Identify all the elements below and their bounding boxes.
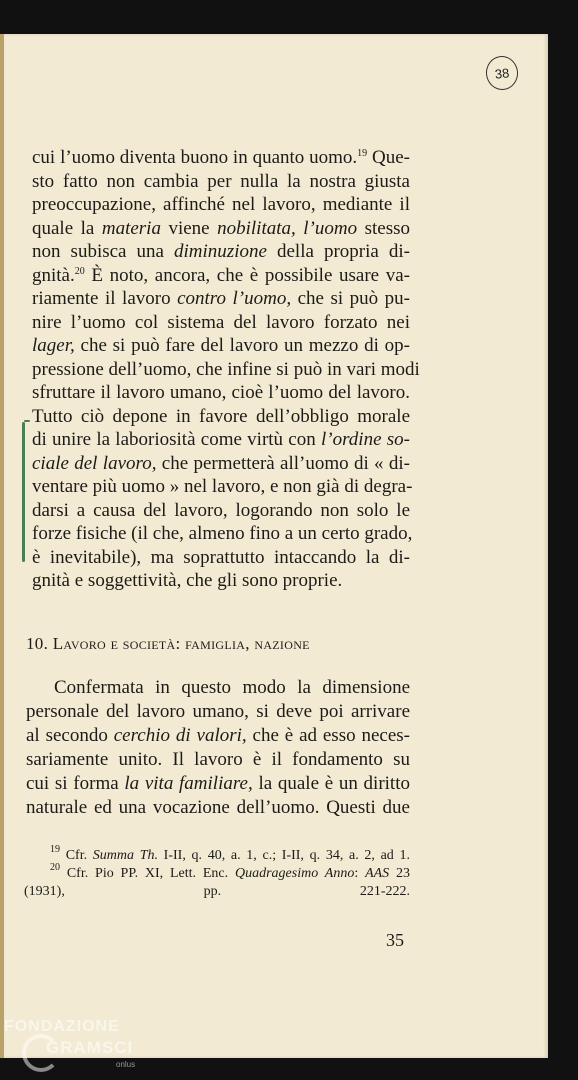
text-line: ciale del lavoro, che permetterà all’uomo di « di- xyxy=(32,452,410,474)
section-heading xyxy=(26,634,416,654)
text-line: ventare più uomo » nel lavoro, e non già di degra- xyxy=(32,476,413,497)
text-line: sto fatto non cambia per nulla la nostra giusta xyxy=(32,170,410,192)
text-line: cui l’uomo diventa buono in quanto uomo.$^{19}$ Que- xyxy=(32,147,410,168)
watermark-line-1: FONDAZIONE xyxy=(4,1018,120,1035)
text-line: gnità e soggettività, che gli sono proprie. xyxy=(32,570,343,591)
text-line: non subisca una diminuzione della propria di- xyxy=(32,241,410,262)
folio-number-text: 38 xyxy=(494,64,510,82)
text-line: naturale ed una vocazione dell’uomo. Questi due xyxy=(26,797,410,818)
footnote-ref: 19 xyxy=(50,844,60,855)
text-line: forze fisiche (il che, almeno fino a un certo grado, xyxy=(32,523,413,544)
footnotes xyxy=(24,844,411,901)
paragraph-1 xyxy=(32,146,420,593)
text-line: Confermata in questo modo la dimensione xyxy=(54,677,410,698)
watermark-line-3: onlus xyxy=(116,1060,136,1069)
text-line: di unire la laboriosità come virtù con l’ordine so- xyxy=(32,429,410,450)
text-line: sfruttare il lavoro umano, cioè l’uomo del lavoro. xyxy=(32,382,410,403)
margin-mark-line xyxy=(22,422,25,562)
text-line: riamente il lavoro contro l’uomo, che si può pu- xyxy=(32,288,410,309)
text-line: quale la materia viene nobilitata, l’uomo stesso xyxy=(32,217,410,239)
text-line: è inevitabile), ma soprattutto intaccando la di- xyxy=(32,546,410,568)
text-line: preoccupazione, affinché nel lavoro, mediante il xyxy=(32,194,410,215)
footnote-line: (1931), pp. 221-222. xyxy=(24,884,410,899)
paragraph-2 xyxy=(26,676,410,820)
footnote-ref: 19 xyxy=(357,148,368,159)
section-title: Lavoro e società: famiglia, nazione xyxy=(52,634,310,653)
footnote-ref: 20 xyxy=(74,265,85,277)
text-line: nire l’uomo col sistema del lavoro forzato nei xyxy=(32,311,410,333)
footnote-ref: 20 xyxy=(50,862,60,873)
text-line: al secondo cerchio di valori, che è ad esso neces- xyxy=(26,725,410,746)
text-line: darsi a causa del lavoro, logorando non solo le xyxy=(32,499,410,521)
text-line: personale del lavoro umano, si deve poi arrivare xyxy=(26,701,410,722)
text-line: pressione dell’uomo, che infine si può in vari modi xyxy=(32,358,420,380)
footnote-line: $^{19}$ Cfr. Summa Th. I-II, q. 40, a. 1, c.; I-II, q. 34, a. 2, ad 1. xyxy=(50,844,411,863)
watermark-line-2: GRAMSCI xyxy=(46,1038,134,1057)
text-line: gnità.$^{20}$ È noto, ancora, che è possibile usare va- xyxy=(32,264,410,286)
text-line: sariamente unito. Il lavoro è il fondamento su xyxy=(26,749,410,770)
page-number: 35 xyxy=(386,930,404,950)
text-line: lager, che si può fare del lavoro un mezzo di op- xyxy=(32,335,410,356)
footnote-line: $^{20}$ Cfr. Pio PP. XI, Lett. Enc. Quadragesimo Anno: AAS 23 xyxy=(50,862,411,881)
text-line: cui si forma la vita familiare, la quale è un diritto xyxy=(26,773,410,794)
margin-mark-tick xyxy=(24,420,30,422)
text-line: Tutto ciò depone in favore dell’obbligo morale xyxy=(32,405,410,427)
watermark-logo xyxy=(4,1016,154,1080)
section-number: 10. xyxy=(26,634,49,653)
